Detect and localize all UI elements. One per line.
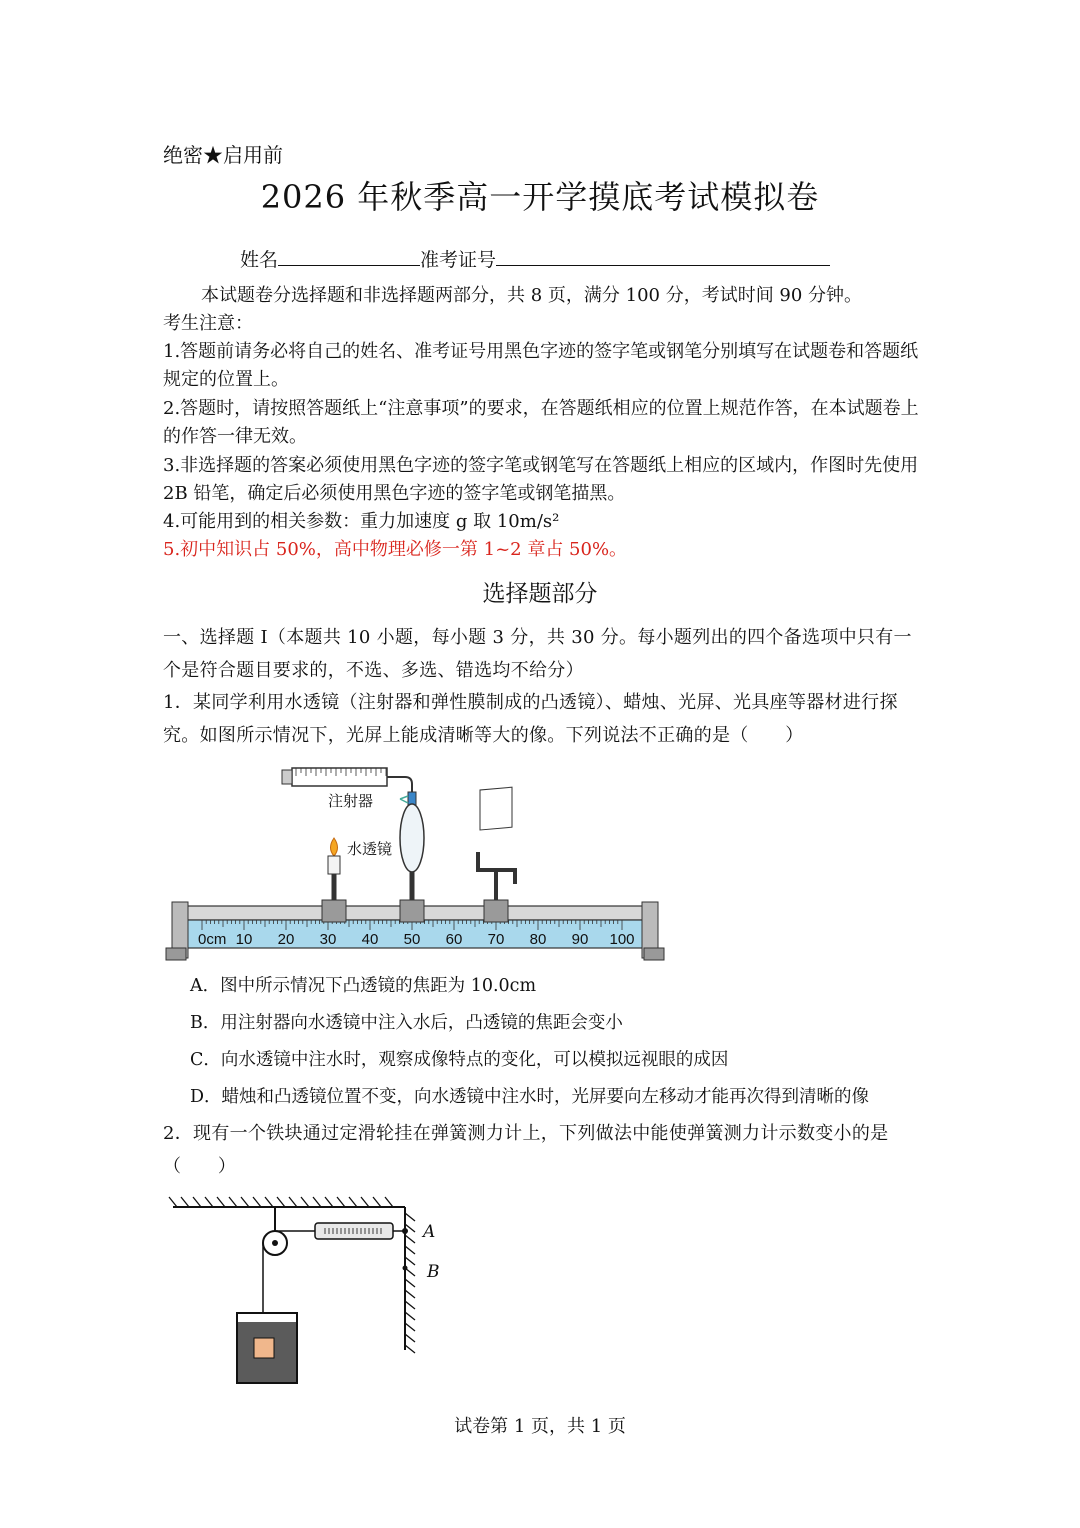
notice-title: 考生注意：	[163, 313, 253, 334]
candidate-info-row	[240, 245, 830, 272]
ruler-tick-label: 30	[319, 931, 337, 948]
lens-label: 水透镜	[347, 841, 393, 858]
ruler-tick-label: 20	[277, 931, 295, 948]
screen-clamp	[484, 900, 508, 922]
label-a: A	[423, 1222, 436, 1242]
syringe-plunger	[282, 770, 292, 784]
ruler-tick-label: 90	[571, 931, 589, 948]
question-1-stem: 1．某同学利用水透镜（注射器和弹性膜制成的凸透镜）、蜡烛、光屏、光具座等器材进行探究。如图所示情况下，光屏上能成清晰等大的像。下列说法不正确的是（ ）	[163, 692, 898, 746]
question-2-stem: 2．现有一个铁块通过定滑轮挂在弹簧测力计上，下列做法中能使弹簧测力计示数变小的是（ ）	[163, 1123, 889, 1177]
syringe-tube	[387, 777, 412, 792]
id-field[interactable]	[496, 247, 830, 266]
notice-2: 2.答题时，请按照答题纸上“注意事项”的要求，在答题纸相应的位置上规范作答，在本试题卷上的作答一律无效。	[163, 398, 919, 447]
ruler-tick-label: 60	[445, 931, 463, 948]
candle	[328, 856, 340, 874]
label-b: B	[427, 1262, 440, 1282]
notice-1: 1.答题前请务必将自己的姓名、准考证号用黑色字迹的签字笔或钢笔分别填写在试题卷和答题纸规定的位置上。	[163, 341, 919, 390]
ruler-tick-label: 70	[487, 931, 505, 948]
intro-paragraph: 本试题卷分选择题和非选择题两部分，共 8 页，满分 100 分，考试时间 90 分钟。	[201, 285, 863, 306]
ruler-tick-label: 40	[361, 931, 379, 948]
lens-clamp	[400, 900, 424, 922]
point-b	[403, 1266, 408, 1271]
ruler-tick-label: 80	[529, 931, 547, 948]
notice-3: 3.非选择题的答案必须使用黑色字迹的签字笔或钢笔写在答题纸上相应的区域内，作图时先使用 2B 铅笔，确定后必须使用黑色字迹的签字笔或钢笔描黑。	[163, 455, 919, 504]
iron-block	[254, 1338, 274, 1358]
optical-bench-figure	[160, 760, 670, 975]
confidential-mark: 绝密★启用前	[163, 143, 283, 167]
q1-option-b: B．用注射器向水透镜中注入水后，凸透镜的焦距会变小	[190, 1013, 623, 1033]
section-instruction: 一、选择题 I（本题共 10 小题，每小题 3 分，共 30 分。每小题列出的四个备选项中只有一个是符合题目要求的，不选、多选、错选均不给分）	[163, 627, 912, 681]
q1-option-a: A．图中所示情况下凸透镜的焦距为 10.0cm	[190, 976, 537, 996]
q1-option-c: C．向水透镜中注水时，观察成像特点的变化，可以模拟远视眼的成因	[190, 1050, 729, 1070]
ruler-tick-label: 100	[609, 931, 635, 948]
point-a	[402, 1228, 408, 1234]
q1-option-d: D．蜡烛和凸透镜位置不变，向水透镜中注水时，光屏要向左移动才能再次得到清晰的像	[190, 1087, 870, 1107]
notice-4: 4.可能用到的相关参数：重力加速度 g 取 10m/s²	[163, 511, 560, 532]
light-screen	[480, 787, 512, 830]
candle-clamp	[322, 900, 346, 922]
water-lens	[400, 804, 424, 872]
ruler-tick-label: 10	[235, 931, 253, 948]
ruler-tick-label: 50	[403, 931, 421, 948]
page-footer: 试卷第 1 页，共 1 页	[454, 1416, 626, 1437]
candle-flame	[331, 838, 338, 856]
pulley-figure	[165, 1195, 465, 1390]
name-field[interactable]	[278, 247, 420, 266]
exam-title: 2026 年秋季高一开学摸底考试模拟卷	[260, 178, 820, 216]
id-label: 准考证号	[420, 249, 497, 271]
syringe-label: 注射器	[328, 793, 374, 810]
ruler-tick-label: 0cm	[198, 931, 227, 948]
section-title: 选择题部分	[482, 581, 598, 607]
notice-5: 5.初中知识占 50%，高中物理必修一第 1~2 章占 50%。	[163, 539, 628, 560]
name-label: 姓名	[240, 249, 279, 271]
